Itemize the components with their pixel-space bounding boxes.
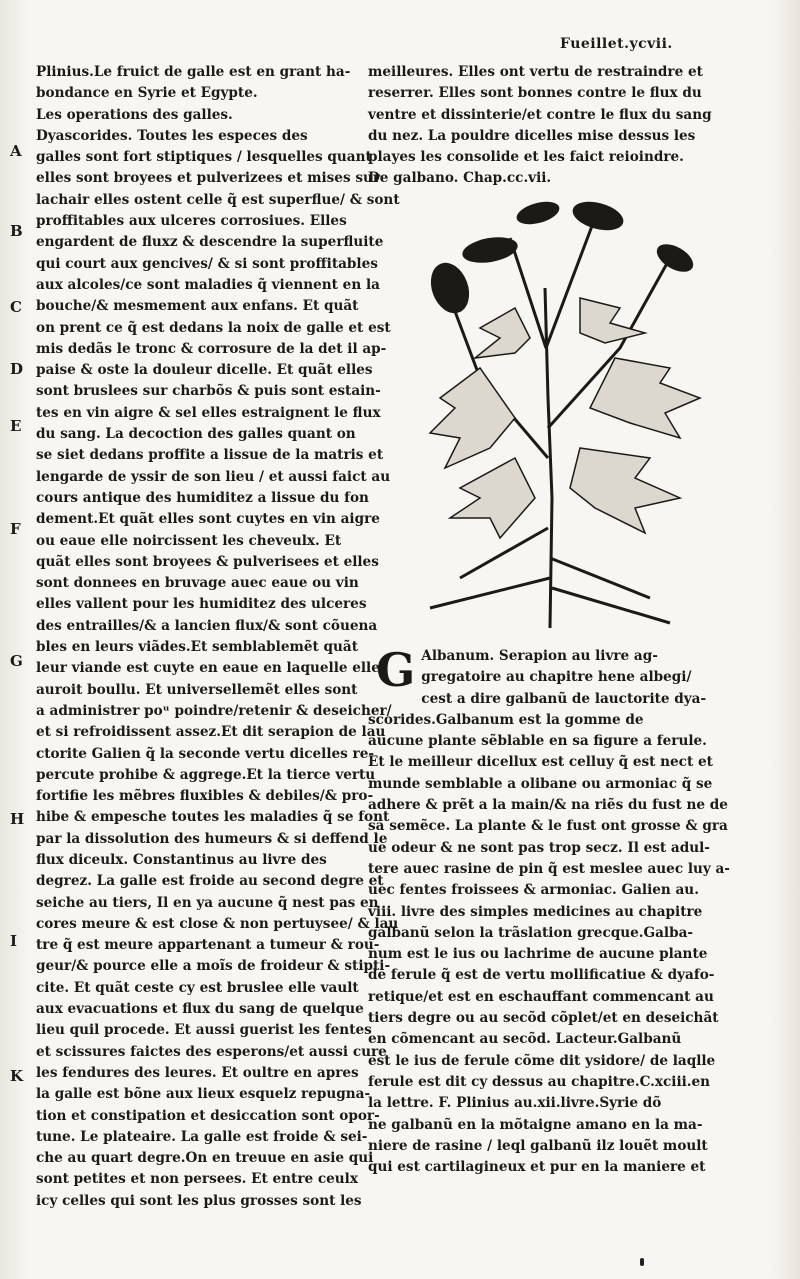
text-line: des entrailles/& a lancien flux/& sont cõuena [36,617,378,634]
text-line: engardent de fluxz & descendre la superfluite [36,234,384,251]
text-line: et si refroidissent assez.Et dit serapion de lau [36,724,386,741]
text-line: leur viande est cuyte en eaue en laquelle elle [36,660,380,677]
text-line: ue odeur & ne sont pas trop secz. Il est adul- [368,839,710,856]
margin-letters [10,62,30,1162]
text-line: sa semẽce. La plante & le fust ont grosse & gra [368,818,728,835]
text-line: fortifie les mẽbres fluxibles & debiles/& pro- [36,788,374,805]
right-column-top [368,62,710,190]
text-line: reserrer. Elles sont bonnes contre le flux du [368,85,702,102]
text-line: par la dissolution des humeurs & si deffend le [36,830,388,847]
text-line: du sang. La decoction des galles quant on [36,426,356,443]
text-line: degrez. La galle est froide au second degre et [36,873,384,890]
text-line: playes les consolide et les faict reioindre. [368,149,684,166]
text-line: a administrer poᵘ poindre/retenir & deseicher/ [36,702,392,719]
text-line: Et le meilleur dicellux est celluy q̃ est nect et [368,754,713,771]
text-line: tion et constipation et desiccation sont opor- [36,1107,380,1124]
text-line: lieu quil procede. Et aussi guerist les fentes [36,1022,372,1039]
text-line: se siet dedans proffite a lissue de la matris et [36,447,384,464]
text-line: De galbano. Chap.cc.vii. [368,170,552,187]
text-line: cours antique des humiditez a lissue du fon [36,489,369,506]
text-line: num est le ius ou lachrime de aucune plante [368,946,708,963]
text-line: Plinius.Le fruict de galle est en grant ha- [36,64,351,80]
text-line: cores meure & est close & non pertuysee/ & lau [36,915,399,932]
text-line: tes en vin aigre & sel elles estraignent le flux [36,404,381,421]
text-line: cest a dire galbanũ de lauctorite dya- [421,690,707,707]
text-line: est le ius de ferule cõme dit ysidore/ de laqlle [368,1052,716,1069]
text-line: che au quart degre.On en treuue en asie qui [36,1150,374,1167]
text-line: bondance en Syrie et Egypte. [36,85,258,102]
text-line: ferule est dit cy dessus au chapitre.C.xciii.en [368,1073,711,1090]
text-line: uec fentes froissees & armoniac. Galien au. [368,882,699,899]
text-line: sont bruslees sur charbõs & puis sont estain- [36,383,381,400]
text-line: retique/et est en eschauffant commencant au [368,988,714,1005]
text-line: bles en leurs viãdes.Et semblablemẽt quãt [36,639,358,656]
text-line: la galle est bõne aux lieux esquelz repugna- [36,1086,371,1103]
left-column [36,62,400,1212]
text-line: aux alcoles/ce sont maladies q̃ viennent en la [36,276,380,293]
text-line: elles sont broyees et pulverizees et mises sur [36,170,381,187]
text-line: la lettre. F. Plinius au.xii.livre.Syrie dõ [368,1095,662,1112]
text-line: quãt elles sont broyees & pulverisees et elles [36,553,379,570]
text-line: icy celles qui sont les plus grosses sont les [36,1192,362,1209]
text-line: galbanũ selon la trãslation grecque.Galba- [368,924,694,941]
text-line: en cõmencant au secõd. Lacteur.Galbanũ [368,1031,682,1048]
text-line: mis dedãs le tronc & corrosure de la det il ap- [36,340,387,357]
text-line: les fendures des leures. Et oultre en apres [36,1064,359,1081]
text-line: proffitables aux ulceres corrosiues. Elles [36,213,347,230]
text-line: galles sont fort stiptiques / lesquelles quant [36,149,372,166]
text-line: paise & oste la douleur dicelle. Et quãt elles [36,362,373,379]
drop-capital: G [376,643,416,697]
text-line: qui est cartilagineux et pur en la maniere et [368,1159,706,1176]
text-line: lengarde de yssir de son lieu / et aussi faict au [36,468,391,485]
folio-number: Fueillet.ycvii. [560,36,673,52]
text-line: scorides.Galbanum est la gomme de [368,711,644,728]
margin-letter: A [10,142,22,160]
right-column-bottom-lines [368,643,730,1178]
text-line: niere de rasine / leql galbanũ ilz louẽt moult [368,1137,708,1154]
right-column [368,62,730,1176]
text-line: aucune plante sẽblable en sa figure a ferule. [368,733,707,750]
text-line: ne galbanũ en la mõtaigne amano en la ma- [368,1116,703,1133]
text-line: cite. Et quãt ceste cy est bruslee elle vault [36,979,359,996]
text-line: Dyascorides. Toutes les especes des [36,127,308,144]
text-line: hibe & empesche toutes les maladies q̃ se font [36,809,390,826]
text-line: flux diceulx. Constantinus au livre des [36,851,327,868]
text-line: on prent ce q̃ est dedans la noix de galle et est [36,319,391,336]
text-line: seiche au tiers, Il en ya aucune q̃ nest pas en [36,894,379,911]
margin-letter: E [10,417,22,435]
ink-mark [640,1258,644,1266]
text-line: du nez. La pouldre dicelles mise dessus les [368,127,696,144]
text-line: ctorite Galien q̃ la seconde vertu dicelles re- [36,745,374,762]
text-line: gregatoire au chapitre hene albegi/ [421,669,692,686]
right-column-bottom [368,643,730,1178]
margin-letter: D [10,360,24,378]
text-line: meilleures. Elles ont vertu de restraindre et [368,64,703,80]
margin-letter: G [10,652,23,670]
text-line: sont donnees en bruvage auec eaue ou vin [36,575,359,592]
margin-letter: K [10,1067,24,1085]
text-line: percute prohibe & aggrege.Et la tierce vertu [36,766,376,783]
text-line: bouche/& mesmement aux enfans. Et quãt [36,298,359,315]
margin-letter: I [10,932,18,950]
margin-letter: C [10,298,22,316]
text-line: ou eaue elle noircissent les cheveulx. Et [36,532,342,549]
text-line: dement.Et quãt elles sont cuytes en vin aigre [36,511,380,528]
text-line: tre q̃ est meure appartenant a tumeur & rou- [36,937,380,954]
text-line: ventre et dissinterie/et contre le flux du sang [368,106,712,123]
text-line: sont petites et non persees. Et entre ceulx [36,1171,358,1188]
text-line: et scissures faictes des esperons/et aussi cure [36,1043,387,1060]
text-line: tune. Le plateaire. La galle est froide & sei- [36,1128,368,1145]
text-line: Les operations des galles. [36,106,233,123]
text-line: Albanum. Serapion au livre ag- [421,648,658,664]
text-line: tere auec rasine de pin q̃ est meslee auec luy a- [368,860,730,877]
text-line: adhere & prẽt a la main/& na riẽs du fust ne de [368,797,728,814]
text-line: munde semblable a olibane ou armoniac q̃ se [368,775,713,792]
text-line: qui court aux gencives/ & si sont proffitables [36,255,378,272]
text-line: tiers degre ou au secõd cõplet/et en deseichãt [368,1010,719,1027]
text-line: auroit boullu. Et universellemẽt elles sont [36,681,358,698]
margin-letter: F [10,520,21,538]
text-line: lachair elles ostent celle q̃ est superflue/ & sont [36,191,400,208]
margin-letter: H [10,810,25,828]
text-line: elles vallent pour les humiditez des ulceres [36,596,367,613]
text-line: viii. livre des simples medicines au chapitre [368,903,703,920]
text-line: aux evacuations et flux du sang de quelque [36,1001,364,1018]
text-line: geur/& pource elle a moĩs de froideur & stipti- [36,958,391,975]
galbanum-plant-woodcut [420,198,720,628]
margin-letter: B [10,222,23,240]
text-line: de ferule q̃ est de vertu mollificatiue & dyafo- [368,967,715,984]
